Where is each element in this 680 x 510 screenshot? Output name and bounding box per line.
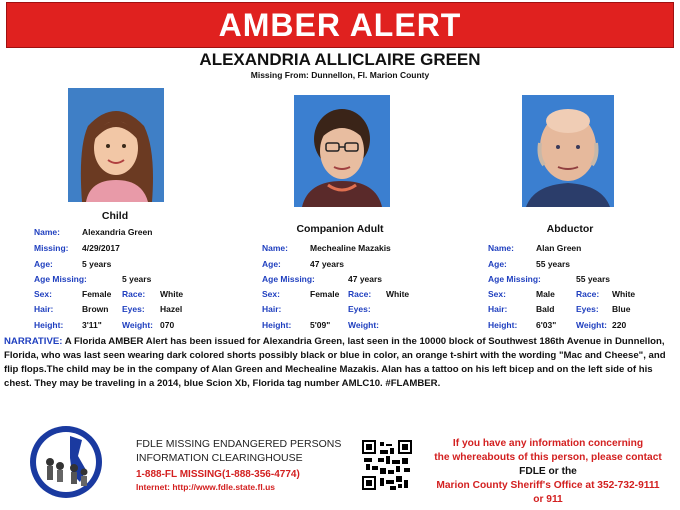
companion-age-missing-value: 47 years — [348, 274, 383, 284]
companion-age-label: Age: — [262, 259, 281, 269]
child-column-title: Child — [101, 210, 129, 222]
footer-org-line1: FDLE MISSING ENDANGERED PERSONS — [136, 438, 342, 450]
child-missing-label: Missing: — [34, 243, 69, 253]
qr-code-icon — [362, 440, 412, 490]
child-photo — [68, 88, 164, 202]
companion-hair-label: Hair: — [262, 304, 282, 314]
child-name-value: Alexandria Green — [82, 227, 153, 237]
abductor-eyes-value: Blue — [612, 304, 631, 314]
abductor-photo — [522, 95, 614, 207]
companion-adult-photo — [294, 95, 390, 207]
abductor-height-label: Height: — [488, 320, 518, 330]
banner-title: AMBER ALERT — [218, 6, 462, 43]
companion-age-missing-label: Age Missing: — [262, 274, 315, 284]
companion-sex-value: Female — [310, 289, 340, 299]
child-race-label: Race: — [122, 289, 146, 299]
companion-name-label: Name: — [262, 243, 288, 253]
companion-weight-label: Weight: — [348, 320, 380, 330]
child-missing-value: 4/29/2017 — [82, 243, 120, 253]
footer-internet: Internet: http://www.fdle.state.fl.us — [136, 482, 275, 492]
fdle-clearinghouse-logo — [30, 426, 102, 498]
child-age-value: 5 years — [82, 259, 112, 269]
child-age-missing-value: 5 years — [122, 274, 152, 284]
child-race-value: White — [160, 289, 184, 299]
child-eyes-label: Eyes: — [122, 304, 145, 314]
child-name-label: Name: — [34, 227, 60, 237]
companion-sex-label: Sex: — [262, 289, 280, 299]
child-eyes-value: Hazel — [160, 304, 183, 314]
abductor-race-value: White — [612, 289, 636, 299]
abductor-name-value: Alan Green — [536, 243, 582, 253]
child-height-label: Height: — [34, 320, 64, 330]
abductor-weight-value: 220 — [612, 320, 627, 330]
abductor-age-value: 55 years — [536, 259, 571, 269]
companion-name-value: Mechealine Mazakis — [310, 243, 391, 253]
abductor-eyes-label: Eyes: — [576, 304, 599, 314]
child-hair-value: Brown — [82, 304, 109, 314]
subject-full-name: ALEXANDRIA ALLICLAIRE GREEN — [199, 50, 481, 69]
contact-info-line1: If you have any information concerning — [452, 438, 644, 449]
contact-info-line4: Marion County Sheriff's Office at 352-732-9111 — [436, 480, 660, 491]
contact-info-line2: the whereabouts of this person, please contact — [434, 452, 662, 463]
abductor-age-missing-label: Age Missing: — [488, 274, 541, 284]
companion-race-value: White — [386, 289, 410, 299]
companion-eyes-label: Eyes: — [348, 304, 371, 314]
companion-height-value: 5'09" — [310, 320, 331, 330]
narrative-label: NARRATIVE: — [4, 336, 63, 347]
abductor-hair-value: Bald — [536, 304, 555, 314]
child-weight-value: 070 — [160, 320, 175, 330]
contact-info — [420, 437, 676, 507]
companion-race-label: Race: — [348, 289, 372, 299]
abductor-race-label: Race: — [576, 289, 600, 299]
abductor-sex-label: Sex: — [488, 289, 506, 299]
narrative-text: A Florida AMBER Alert has been issued for Alexandria Green, last seen in the 10000 block of Southwest 186th Avenue in Dunnellon, Florida, who was last seen wearing dark colored shorts possibly black or blue in color, an orange t-shirt with the wording "Mac and Cheese", and flip flops.The child may be in the company of Alan Green and Mechealine Mazakis. Alan has a tattoo on his left bicep and on the left side of his chest. They may be traveling in a 2014, blue Scion Xb, Florida tag number AMLC10. #FLAMBER. — [4, 336, 666, 389]
companion-height-label: Height: — [262, 320, 292, 330]
child-hair-label: Hair: — [34, 304, 54, 314]
contact-info-line3: FDLE or the — [519, 466, 577, 477]
footer — [0, 418, 680, 510]
missing-from-location: Missing From: Dunnellon, Fl. Marion County — [250, 70, 430, 80]
abductor-hair-label: Hair: — [488, 304, 508, 314]
child-weight-label: Weight: — [122, 320, 154, 330]
abductor-age-label: Age: — [488, 259, 507, 269]
child-age-label: Age: — [34, 259, 53, 269]
child-sex-label: Sex: — [34, 289, 52, 299]
abductor-weight-label: Weight: — [576, 320, 608, 330]
abductor-height-value: 6'03" — [536, 320, 557, 330]
contact-info-line5: or 911 — [533, 494, 563, 505]
abductor-column-title: Abductor — [546, 223, 594, 235]
child-age-missing-label: Age Missing: — [34, 274, 87, 284]
companion-column-title: Companion Adult — [296, 223, 384, 235]
amber-alert-banner — [6, 2, 674, 48]
abductor-name-label: Name: — [488, 243, 514, 253]
abductor-age-missing-value: 55 years — [576, 274, 611, 284]
child-height-value: 3'11" — [82, 320, 102, 330]
footer-org-line2: INFORMATION CLEARINGHOUSE — [136, 452, 303, 464]
abductor-sex-value: Male — [536, 289, 555, 299]
companion-age-value: 47 years — [310, 259, 345, 269]
footer-phone: 1-888-FL MISSING(1-888-356-4774) — [136, 469, 300, 480]
child-sex-value: Female — [82, 289, 112, 299]
narrative-paragraph — [4, 335, 676, 391]
